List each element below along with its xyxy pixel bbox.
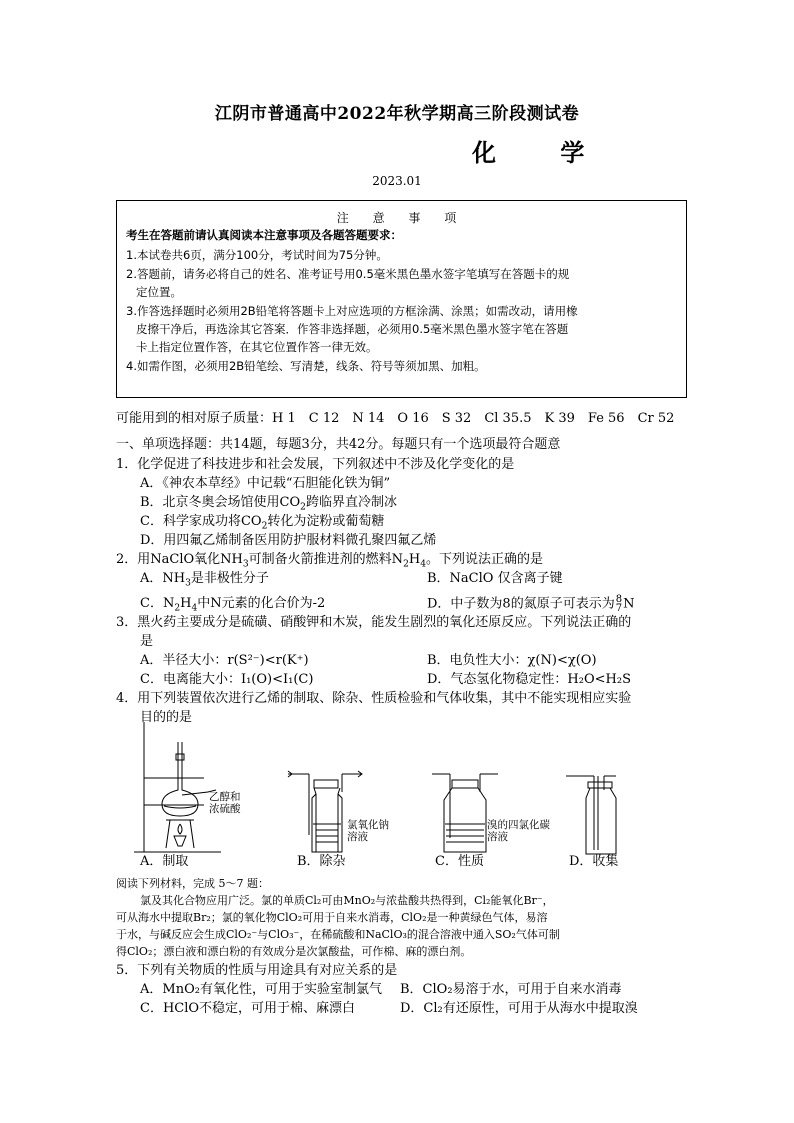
notice-item: 定位置。	[136, 285, 182, 299]
reading-intro: 阅读下列材料，完成 5～7 题：	[116, 877, 269, 890]
caption-a: A．制取	[140, 854, 189, 869]
label-c-line1: 溴的四氯化碳	[487, 819, 550, 831]
caption-c: C．性质	[435, 854, 484, 869]
q5-option-d: D．Cl₂有还原性，可用于从海水中提取溴	[400, 1001, 638, 1016]
reading-line: 于水，与碱反应会生成ClO₂⁻与ClO₃⁻，在稀硫酸和NaClO₃的混合溶液中通入SO₂气体可制	[116, 928, 560, 941]
q3-option-d: D．气态氢化物稳定性：H₂O<H₂S	[427, 672, 631, 687]
notice-item: 皮擦干净后，再选涂其它答案．作答非选择题，必须用0.5毫米黑色墨水签字笔在答题	[136, 322, 569, 336]
q5-option-b: B．ClO₂易溶于水，可用于自来水消毒	[400, 982, 622, 997]
label-b-line2: 溶液	[347, 831, 368, 843]
subject-title: 化 学	[472, 138, 613, 167]
reading-line: 可从海水中提取Br₂；氯的氧化物ClO₂可用于自来水消毒，ClO₂是一种黄绿色气体，易溶	[116, 911, 548, 924]
q1-option-b: B．北京冬奥会场馆使用$CO_2$跨临界直冷制冰	[140, 495, 397, 513]
nuclide-fraction: 8 7	[615, 594, 623, 614]
reading-line: 氯及其化合物应用广泛。氯的单质Cl₂可由MnO₂与浓盐酸共热得到，Cl₂能氧化Br⁻，	[140, 894, 554, 907]
notice-intro: 考生在答题前请认真阅读本注意事项及各题答题要求：	[126, 228, 402, 242]
apparatus-d-collector	[566, 776, 616, 854]
q2-option-a: A．$NH_3$是非极性分子	[140, 571, 269, 589]
question-1-stem: 1．化学促进了科技进步和社会发展，下列叙述中不涉及化学变化的是	[116, 457, 515, 472]
question-4-stem-cont: 目的的是	[140, 710, 193, 725]
q5-option-a: A．MnO₂有氧化性，可用于实验室制氯气	[140, 982, 382, 997]
label-a-line2: 浓硫酸	[209, 803, 241, 815]
label-b-line1: 氯氧化钠	[347, 819, 389, 831]
reading-line: 得ClO₂；漂白液和漂白粉的有效成分是次氯酸盐，可作棉、麻的漂白剂。	[116, 945, 472, 958]
q1-option-d: D．用四氟乙烯制备医用防护服材料微孔聚四氟乙烯	[140, 533, 437, 548]
q1-option-c: C．科学家成功将$CO_2$转化为淀粉或葡萄糖	[140, 514, 385, 532]
question-4-stem: 4．用下列装置依次进行乙烯的制取、除杂、性质检验和气体收集，其中不能实现相应实验	[116, 691, 632, 706]
q1-option-a: A．《神农本草经》中记载“石胆能化铁为铜”	[140, 476, 391, 491]
notice-item: 卡上指定位置作答，在其它位置作答一律无效。	[136, 340, 378, 354]
notice-item: 3.作答选择题时必须用2B铅笔将答题卡上对应选项的方框涂满、涂黑；如需改动，请用橡	[126, 304, 578, 318]
notice-item: 2.答题前，请务必将自己的姓名、准考证号用0.5毫米黑色墨水签字笔填写在答题卡的规	[126, 267, 570, 281]
q5-option-c: C．HClO不稳定，可用于棉、麻漂白	[140, 1001, 356, 1016]
exam-title: 江阴市普通高中2022年秋学期高三阶段测试卷	[214, 104, 580, 124]
q3-option-c: C．电离能大小：I₁(O)<I₁(C)	[140, 672, 314, 687]
caption-d: D．收集	[569, 854, 619, 869]
q3-option-b: B．电负性大小：χ(N)<χ(O)	[427, 653, 597, 668]
apparatus-diagrams	[116, 720, 686, 860]
q2-option-b: B．NaClO 仅含离子键	[427, 571, 563, 586]
question-2-stem: 2．用NaClO氧化$NH_3$可制备火箭推进剂的燃料$N_2H_4$。下列说法正确的是	[116, 552, 544, 570]
question-3-stem: 3．黑火药主要成分是硫磺、硝酸钾和木炭，能发生剧烈的氧化还原反应。下列说法正确的	[116, 615, 632, 630]
question-5-stem: 5．下列有关物质的性质与用途具有对应关系的是	[116, 963, 398, 978]
apparatus-a-generator	[134, 722, 221, 852]
notice-box	[116, 200, 687, 398]
caption-b: B．除杂	[297, 854, 346, 869]
question-3-stem-cont: 是	[140, 634, 154, 649]
label-c-line2: 溶液	[487, 831, 508, 843]
section-heading: 一、单项选择题：共14题，每题3分，共42分。每题只有一个选项最符合题意	[116, 437, 561, 452]
notice-heading: 注 意 事 项	[336, 211, 467, 225]
atomic-masses: 可能用到的相对原子质量：H 1 C 12 N 14 O 16 S 32 Cl 35.5 K 39 Fe 56 Cr 52	[116, 411, 675, 426]
exam-date: 2023.01	[372, 174, 422, 188]
q2-option-d: D．中子数为8的氮原子可表示为8 7N	[427, 594, 635, 614]
q3-option-a: A．半径大小：r(S²⁻)<r(K⁺)	[140, 653, 309, 668]
label-a-line1: 乙醇和	[209, 791, 241, 803]
q2-option-c: C．$N_2H_4$中N元素的化合价为-2	[140, 596, 326, 614]
notice-item: 1.本试卷共6页，满分100分，考试时间为75分钟。	[126, 248, 388, 262]
notice-item: 4.如需作图，必须用2B铅笔绘、写清楚，线条、符号等须加黑、加粗。	[126, 359, 486, 373]
